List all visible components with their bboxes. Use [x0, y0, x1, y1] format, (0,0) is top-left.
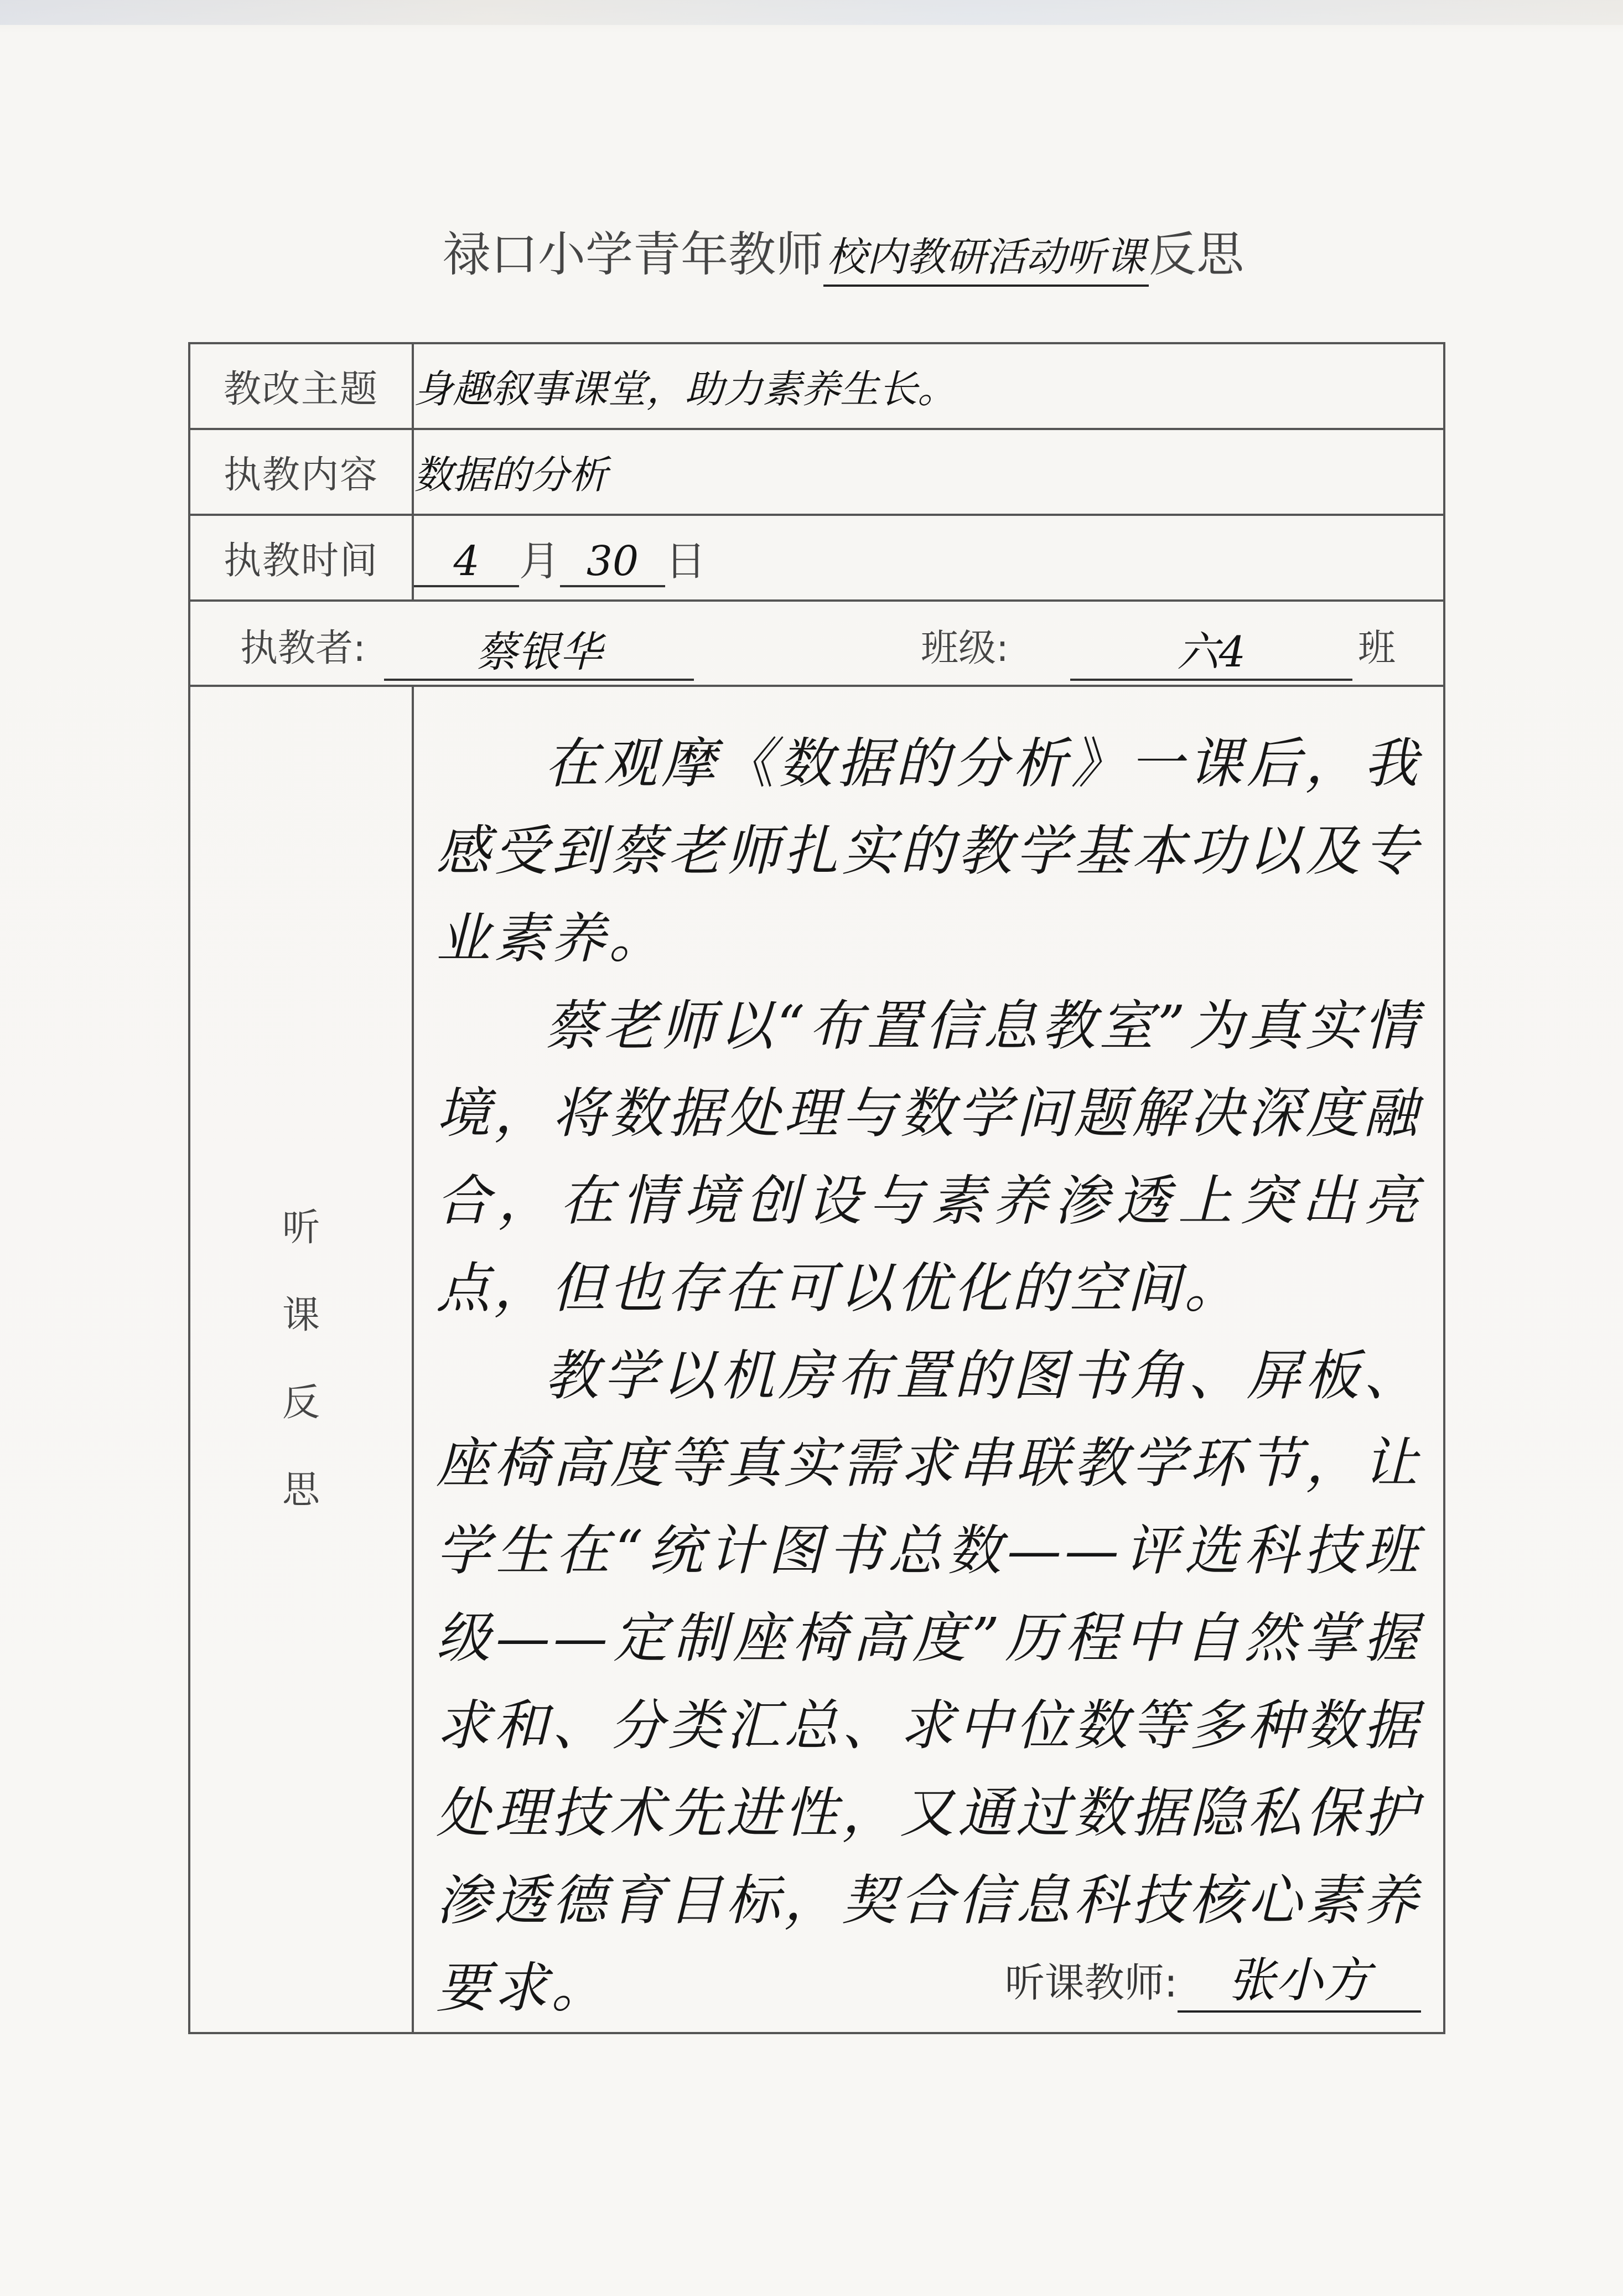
teacher-class-cell — [189, 601, 1444, 686]
theme-label: 教改主题 — [189, 343, 413, 429]
class-unit: 班 — [1358, 627, 1396, 670]
teacher-value: 蔡银华 — [384, 618, 694, 681]
reflection-label-char: 反 — [282, 1381, 320, 1425]
reflection-label-char: 课 — [282, 1294, 320, 1337]
content-label: 执教内容 — [189, 429, 413, 515]
time-label: 执教时间 — [189, 515, 413, 601]
title-handwritten-fill: 校内教研活动听课 — [823, 229, 1149, 287]
row-teacher-class — [189, 601, 1444, 686]
teacher-label: 执教者: — [240, 627, 366, 670]
reflection-label-char: 思 — [282, 1468, 320, 1512]
title-prefix: 禄口小学青年教师 — [443, 227, 823, 282]
reflection-paragraph: 蔡老师以“布置信息教室”为真实情境，将数据处理与数学问题解决深度融合，在情境创设与素养渗透上突出亮点，但也存在可以优化的空间。 — [436, 995, 1421, 1320]
class-value: 六4 — [1070, 618, 1352, 681]
time-month: 4 — [414, 537, 519, 587]
reflection-form-table — [188, 342, 1445, 2034]
signature-value: 张小方 — [1178, 1942, 1421, 2013]
reflection-paragraph: 教学以机房布置的图书角、屏板、座椅高度等真实需求串联教学环节，让学生在“统计图书总数——评选科技班级——定制座椅高度”历程中自然掌握求和、分类汇总、求中位数等多种数据处理技术先进性，又通过数据隐私保护渗透德育目标，契合信息科技核心素养要求。 — [436, 1344, 1421, 2020]
title-suffix: 反思 — [1149, 227, 1245, 282]
row-theme — [189, 343, 1444, 429]
class-label: 班级: — [921, 627, 1009, 670]
row-content — [189, 429, 1444, 515]
signature-line — [1005, 1942, 1421, 2013]
reflection-label-char: 听 — [282, 1206, 320, 1250]
time-day-unit: 日 — [665, 537, 706, 585]
row-time — [189, 515, 1444, 601]
reflection-label — [189, 686, 413, 2033]
row-reflection — [189, 686, 1444, 2033]
reflection-paragraph: 在观摩《数据的分析》一课后，我感受到蔡老师扎实的教学基本功以及专业素养。 — [436, 732, 1421, 970]
content-value: 数据的分析 — [413, 429, 1444, 515]
top-edge-shadow — [0, 0, 1623, 25]
document-title — [443, 221, 1245, 288]
time-value — [413, 515, 1444, 601]
theme-value: 身趣叙事课堂，助力素养生长。 — [413, 343, 1444, 429]
time-month-unit: 月 — [519, 537, 560, 585]
reflection-body — [413, 686, 1444, 2033]
time-day: 30 — [560, 537, 665, 587]
signature-label: 听课教师: — [1004, 1959, 1178, 2006]
